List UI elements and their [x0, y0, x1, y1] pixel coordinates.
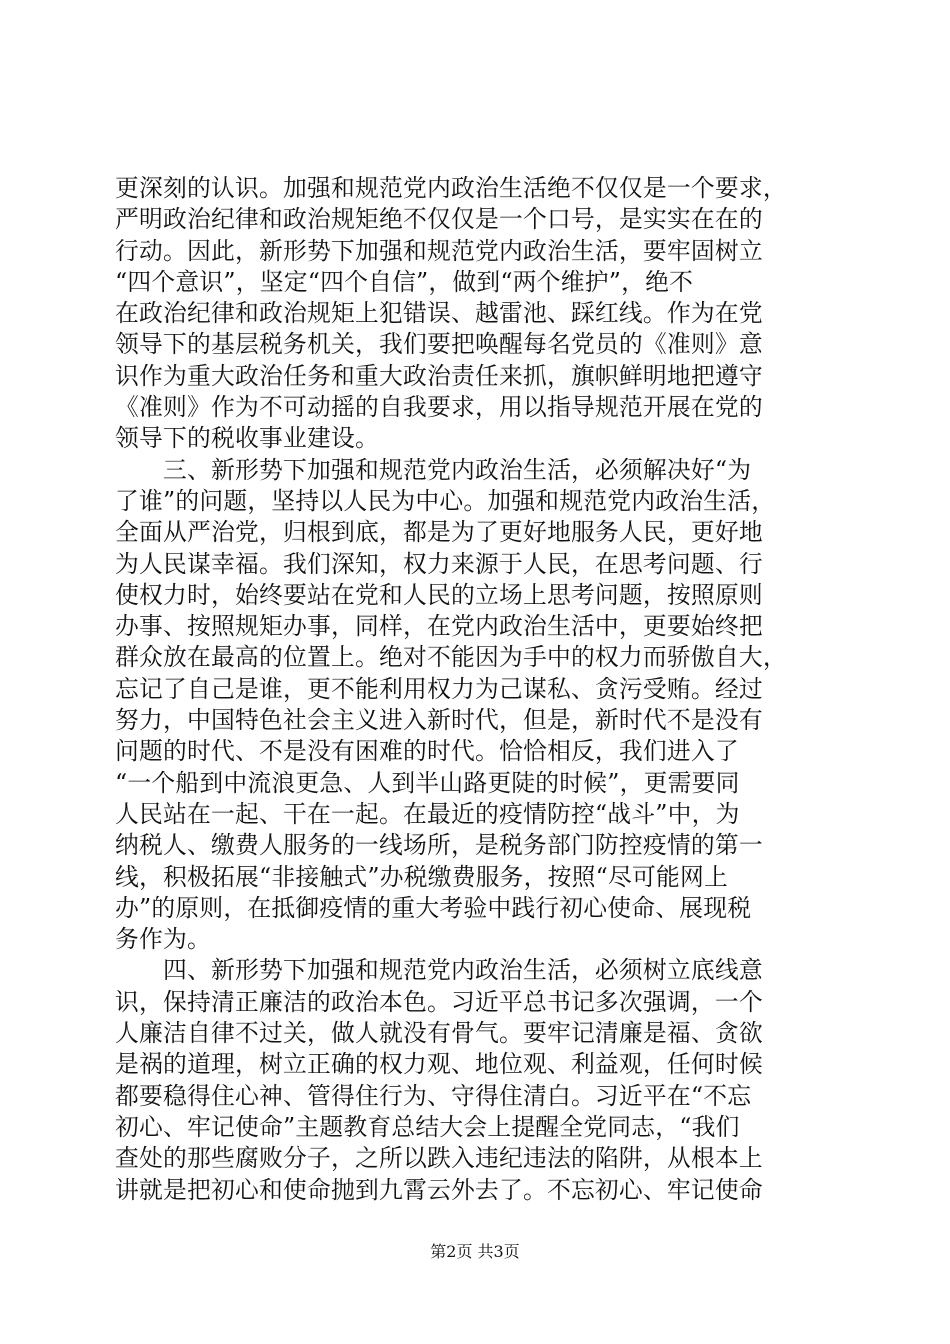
text-line: 全面从严治党，归根到底，都是为了更好地服务人民，更好地 [115, 518, 763, 547]
text-line: 努力，中国特色社会主义进入新时代，但是，新时代不是没有 [115, 706, 763, 735]
text-line: 四、新形势下加强和规范党内政治生活，必须树立底线意 [115, 956, 763, 985]
text-line: 三、新形势下加强和规范党内政治生活，必须解决好“为 [115, 455, 752, 484]
text-line: 初心、牢记使命”主题教育总结大会上提醒全党同志，“我们 [115, 1112, 740, 1141]
text-line: 严明政治纪律和政治规矩绝不仅仅是一个口号，是实实在在的 [115, 205, 763, 234]
text-line: 纳税人、缴费人服务的一线场所，是税务部门防控疫情的第一 [115, 831, 763, 860]
text-line: 了谁”的问题，坚持以人民为中心。加强和规范党内政治生活， [115, 486, 776, 515]
text-line: 是祸的道理，树立正确的权力观、地位观、利益观，任何时候 [115, 1050, 763, 1079]
text-line: 人民站在一起、干在一起。在最近的疫情防控“战斗”中，为 [115, 799, 740, 828]
text-line: 办事、按照规矩办事，同样，在党内政治生活中，更要始终把 [115, 612, 763, 641]
text-line: 问题的时代、不是没有困难的时代。恰恰相反，我们进入了 [115, 737, 739, 766]
text-line: “一个船到中流浪更急、人到半山路更陡的时候”，更需要同 [115, 768, 740, 797]
text-line: “四个意识”，坚定“四个自信”，做到“两个维护”，绝不 [115, 267, 694, 296]
text-line: 线，积极拓展“非接触式”办税缴费服务，按照“尽可能网上 [115, 862, 729, 891]
text-line: 查处的那些腐败分子，之所以跌入违纪违法的陷阱，从根本上 [115, 1144, 763, 1173]
text-line: 办”的原则，在抵御疫情的重大考验中践行初心使命、展现税 [115, 893, 752, 922]
page-footer: 第2页 共3页 [430, 1242, 520, 1261]
text-line: 务作为。 [115, 925, 211, 954]
text-line: 都要稳得住心神、管得住行为、守得住清白。习近平在“不忘 [115, 1081, 752, 1110]
text-line: 忘记了自己是谁，更不能利用权力为己谋私、贪污受贿。经过 [115, 674, 763, 703]
text-line: 识，保持清正廉洁的政治本色。习近平总书记多次强调，一个 [115, 987, 763, 1016]
text-line: 使权力时，始终要站在党和人民的立场上思考问题，按照原则 [115, 580, 763, 609]
text-line: 在政治纪律和政治规矩上犯错误、越雷池、踩红线。作为在党 [115, 299, 763, 328]
text-line: 领导下的基层税务机关，我们要把唤醒每名党员的《准则》意 [115, 330, 763, 359]
text-line: 行动。因此，新形势下加强和规范党内政治生活，要牢固树立 [115, 236, 763, 265]
text-line: 《准则》作为不可动摇的自我要求，用以指导规范开展在党的 [115, 393, 763, 422]
text-line: 群众放在最高的位置上。绝对不能因为手中的权力而骄傲自大， [115, 643, 787, 672]
text-line: 人廉洁自律不过关，做人就没有骨气。要牢记清廉是福、贪欲 [115, 1019, 763, 1048]
body-text [115, 173, 831, 1206]
text-line: 领导下的税收事业建设。 [115, 424, 379, 453]
text-line: 识作为重大政治任务和重大政治责任来抓，旗帜鲜明地把遵守 [115, 361, 763, 390]
text-line: 为人民谋幸福。我们深知，权力来源于人民，在思考问题、行 [115, 549, 763, 578]
text-line: 讲就是把初心和使命抛到九霄云外去了。不忘初心、牢记使命 [115, 1175, 763, 1204]
text-line: 更深刻的认识。加强和规范党内政治生活绝不仅仅是一个要求， [115, 174, 787, 202]
